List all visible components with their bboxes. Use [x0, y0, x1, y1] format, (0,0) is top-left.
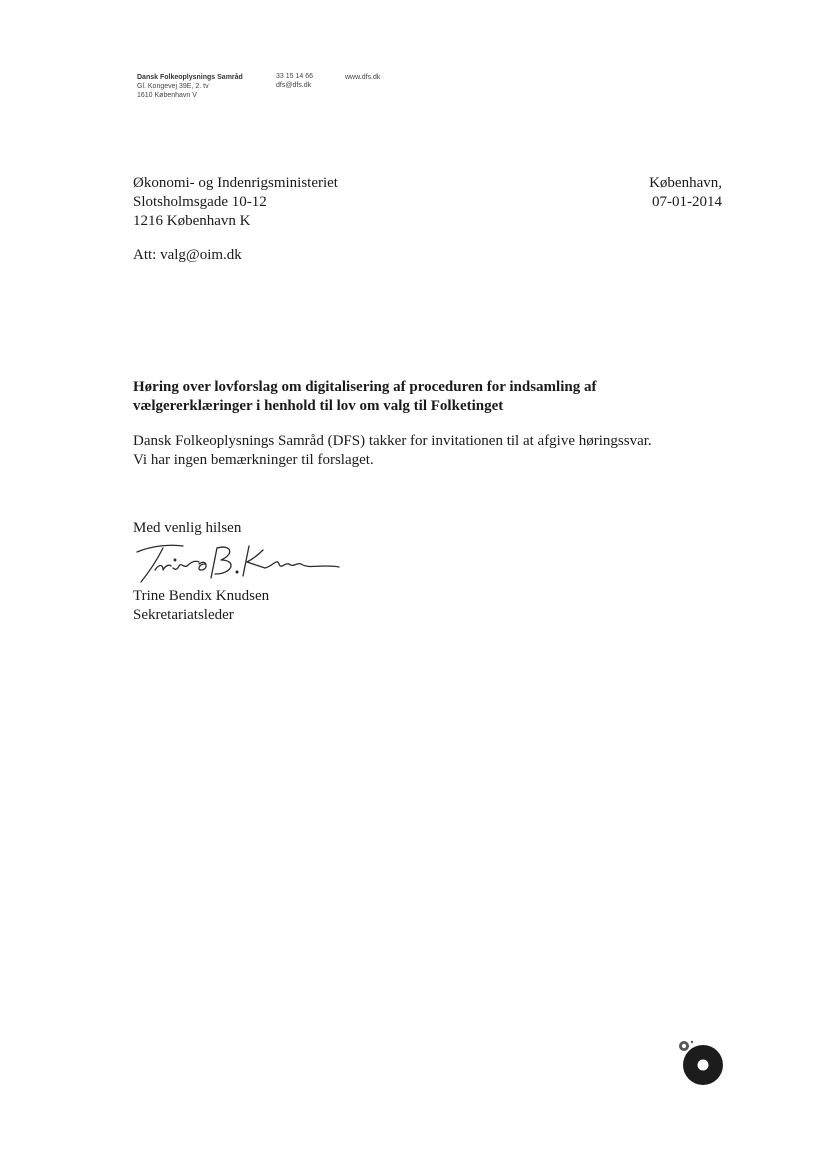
- body-line2: Vi har ingen bemærkninger til forslaget.: [133, 452, 374, 468]
- date: 07-01-2014: [652, 194, 722, 210]
- letterhead-contact: [276, 72, 313, 90]
- signature-graphic: [133, 540, 343, 588]
- letterhead-phone: 33 15 14 66: [276, 73, 313, 80]
- subject-line2: vælgererklæringer i henhold til lov om valg til Folketinget: [133, 398, 504, 414]
- body-line1: Dansk Folkeoplysnings Samråd (DFS) takker for invitationen til at afgive høringssvar.: [133, 433, 652, 449]
- letterhead-organization: [137, 73, 243, 100]
- recipient-address: [133, 174, 338, 231]
- body-paragraph: [133, 432, 652, 470]
- recipient-line3: 1216 København K: [133, 213, 251, 229]
- stamp-mark-icon: [676, 1040, 728, 1095]
- subject-heading: [133, 378, 596, 416]
- recipient-line2: Slotsholmsgade 10-12: [133, 194, 267, 210]
- letterhead-address-line2: 1610 København V: [137, 92, 197, 99]
- subject-line1: Høring over lovforslag om digitalisering af proceduren for indsamling af: [133, 379, 597, 395]
- closing-greeting: Med venlig hilsen: [133, 520, 242, 536]
- place: København,: [649, 175, 722, 191]
- place-date: [649, 174, 722, 212]
- signer-title: Sekretariatsleder: [133, 607, 234, 623]
- letterhead-org-name: Dansk Folkeoplysnings Samråd: [137, 74, 243, 81]
- attention-line: Att: valg@oim.dk: [133, 247, 242, 263]
- letterhead-website: www.dfs.dk: [345, 74, 381, 81]
- letterhead-email: dfs@dfs.dk: [276, 82, 312, 89]
- signer-block: [133, 587, 269, 625]
- signer-name: Trine Bendix Knudsen: [133, 588, 270, 604]
- handwritten-signature: [133, 540, 343, 593]
- letterhead-address-line1: Gl. Kongevej 39E, 2. tv: [137, 83, 209, 90]
- recipient-line1: Økonomi- og Indenrigsministeriet: [133, 175, 338, 191]
